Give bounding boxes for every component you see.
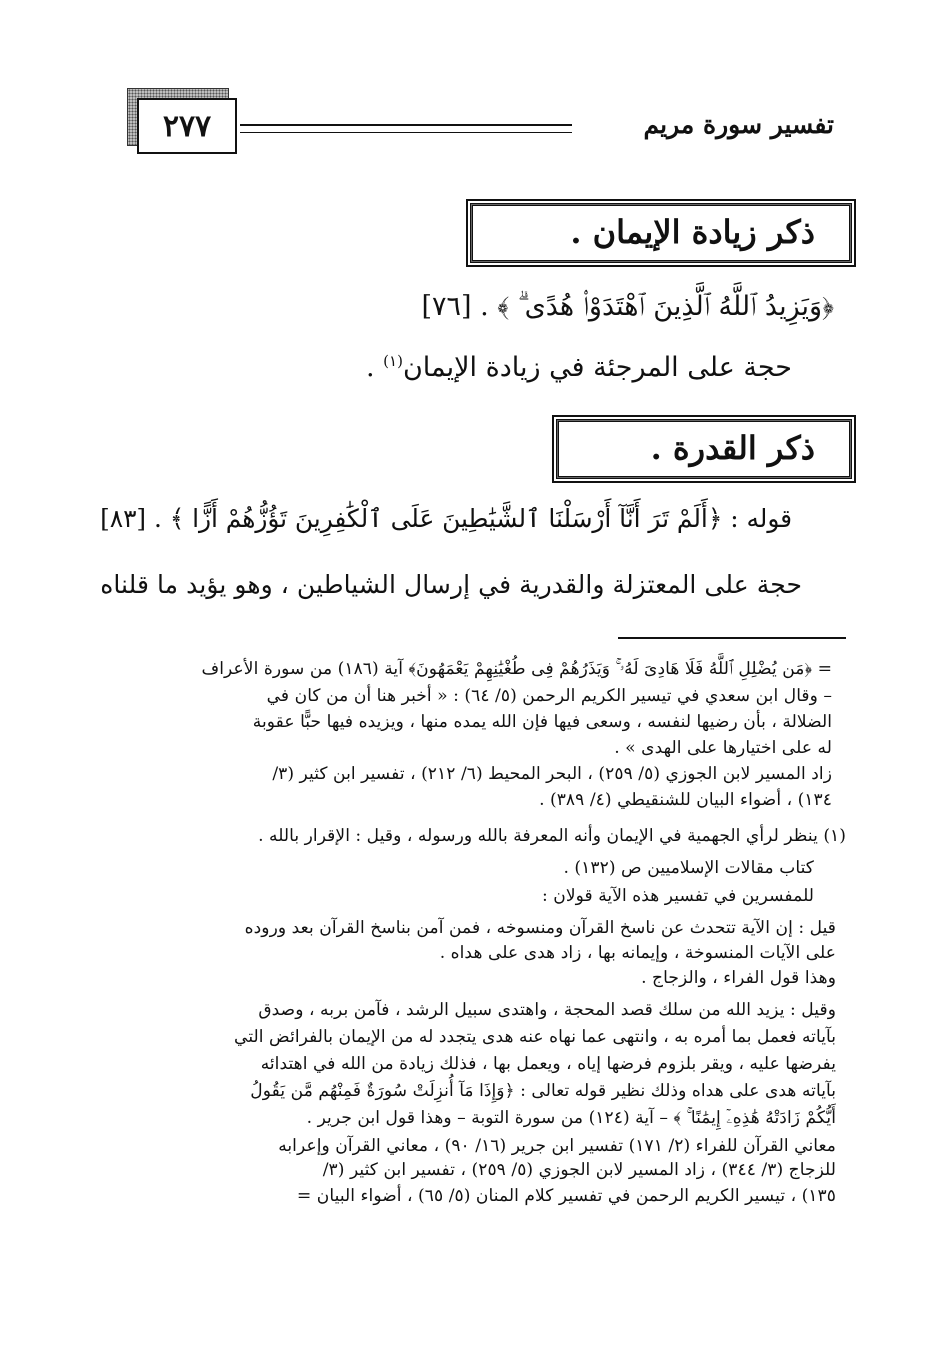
header-rule — [240, 124, 572, 133]
footnote-separator — [618, 637, 846, 639]
footnote-line: وقيل : يزيد الله من سلك قصد المحجة ، واهتدى سبيل الرشد ، فآمن بربه ، وصدق — [258, 1000, 836, 1020]
footnote-line: للزجاج (٣/ ٣٤٤) ، زاد المسير لابن الجوزي (٥/ ٢٥٩) ، تفسير ابن كثير (٣/ — [322, 1160, 836, 1180]
footnote-line: يفرضها عليه ، ويقر بلزوم فرضها إياه ، ويعمل بها ، فذلك زيادة من الله في اهتدائه — [260, 1054, 836, 1074]
footnote-line: بآياته هدى على هداه وذلك نظير قوله تعالى : ﴿وَإِذَا مَآ أُنزِلَتْ سُورَةٌ فَمِنْهُم مَّن يَقُولُ — [250, 1081, 836, 1101]
footnote-line: الضلالة ، بأن رضيها لنفسه ، وسعى فيها فإن الله يمده منها ، ويزيده فيها حبًّا عقوبة — [252, 712, 832, 732]
footnote-line: ١٣٥) ، تيسير الكريم الرحمن في تفسير كلام المنان (٥/ ٦٥) ، أضواء البيان = — [296, 1186, 836, 1206]
body-text-line — [366, 352, 792, 383]
quran-verse-line: ﴿وَيَزِيدُ ٱللَّهُ ٱلَّذِينَ ٱهْتَدَوْا۟ هُدًى ۗ ﴾ . [٧٦] — [421, 291, 834, 322]
section-heading-box — [470, 203, 852, 263]
footnote-marker: (١) — [383, 352, 403, 370]
page-number: ٢٧٧ — [137, 98, 237, 154]
section-heading: ذكر زيادة الإيمان . — [570, 213, 815, 252]
footnote-line: زاد المسير لابن الجوزي (٥/ ٢٥٩) ، البحر المحيط (٦/ ٢١٢) ، تفسير ابن كثير (٣/ — [272, 764, 832, 784]
footnote-line: وهذا قول الفراء ، والزجاج . — [641, 968, 836, 988]
footnote-line: كتاب مقالات الإسلاميين ص (١٣٢) . — [563, 858, 814, 878]
section-heading: ذكر القدرة . — [650, 429, 815, 468]
footnote-line: على الآيات المنسوخة ، وإيمانه بها ، زاد هدى على هداه . — [439, 943, 836, 963]
footnote-line: معاني القرآن للفراء (٢/ ١٧١) تفسير ابن جرير (١٦/ ٩٠) ، معاني القرآن وإعرابه — [278, 1136, 836, 1156]
section-heading-box — [556, 419, 852, 479]
quran-verse-line: قوله : ﴿أَلَمْ تَرَ أَنَّآ أَرْسَلْنَا ٱلشَّيَٰطِينَ عَلَى ٱلْكَٰفِرِينَ تَؤُزُّهُمْ أَزًّا ﴾ . [٨٣] — [100, 504, 792, 533]
footnote-line: (١) ينظر لرأي الجهمية في الإيمان وأنه المعرفة بالله ورسوله ، وقيل : الإقرار بالله . — [258, 826, 846, 846]
footnote-line: بآياته فعمل بما أمره به ، وانتهى عما نهاه عنه هدى يتجدد له من الإيمان بالفرائض التي — [234, 1027, 836, 1047]
body-text: حجة على المرجئة في زيادة الإيمان — [402, 352, 792, 383]
footnote-line: له على اختيارها على الهدى » . — [614, 738, 832, 758]
running-title: تفسير سورة مريم — [643, 110, 834, 139]
page-number-box — [127, 88, 235, 152]
footnote-line: أَيُّكُمْ زَادَتْهُ هَٰذِهِۦٓ إِيمَٰنًا ۚ ﴾ – آية (١٢٤) من سورة التوبة – وهذا قول ابن جرير . — [306, 1108, 836, 1128]
footnote-line: للمفسرين في تفسير هذه الآية قولان : — [541, 886, 814, 906]
footnote-line: قيل : إن الآية تتحدث عن ناسخ القرآن ومنسوخه ، فمن آمن بناسخ القرآن بعد وروده — [244, 918, 836, 938]
footnote-line: = ﴿مَن يُضْلِلِ ٱللَّهُ فَلَا هَادِىَ لَهُۥ ۚ وَيَذَرُهُمْ فِى طُغْيَٰنِهِمْ يَعْمَهُونَ﴾ آية (١٨٦) من سورة الأعراف — [201, 659, 832, 679]
body-text-line: حجة على المعتزلة والقدرية في إرسال الشياطين ، وهو يؤيد ما قلناه — [100, 570, 802, 599]
footnote-line: – وقال ابن سعدي في تيسير الكريم الرحمن (٥/ ٦٤) : « أخبر هنا أن من كان في — [266, 686, 832, 706]
sentence-end: . — [365, 352, 384, 383]
footnote-line: ١٣٤) ، أضواء البيان للشنقيطي (٤/ ٣٨٩) . — [539, 790, 832, 810]
